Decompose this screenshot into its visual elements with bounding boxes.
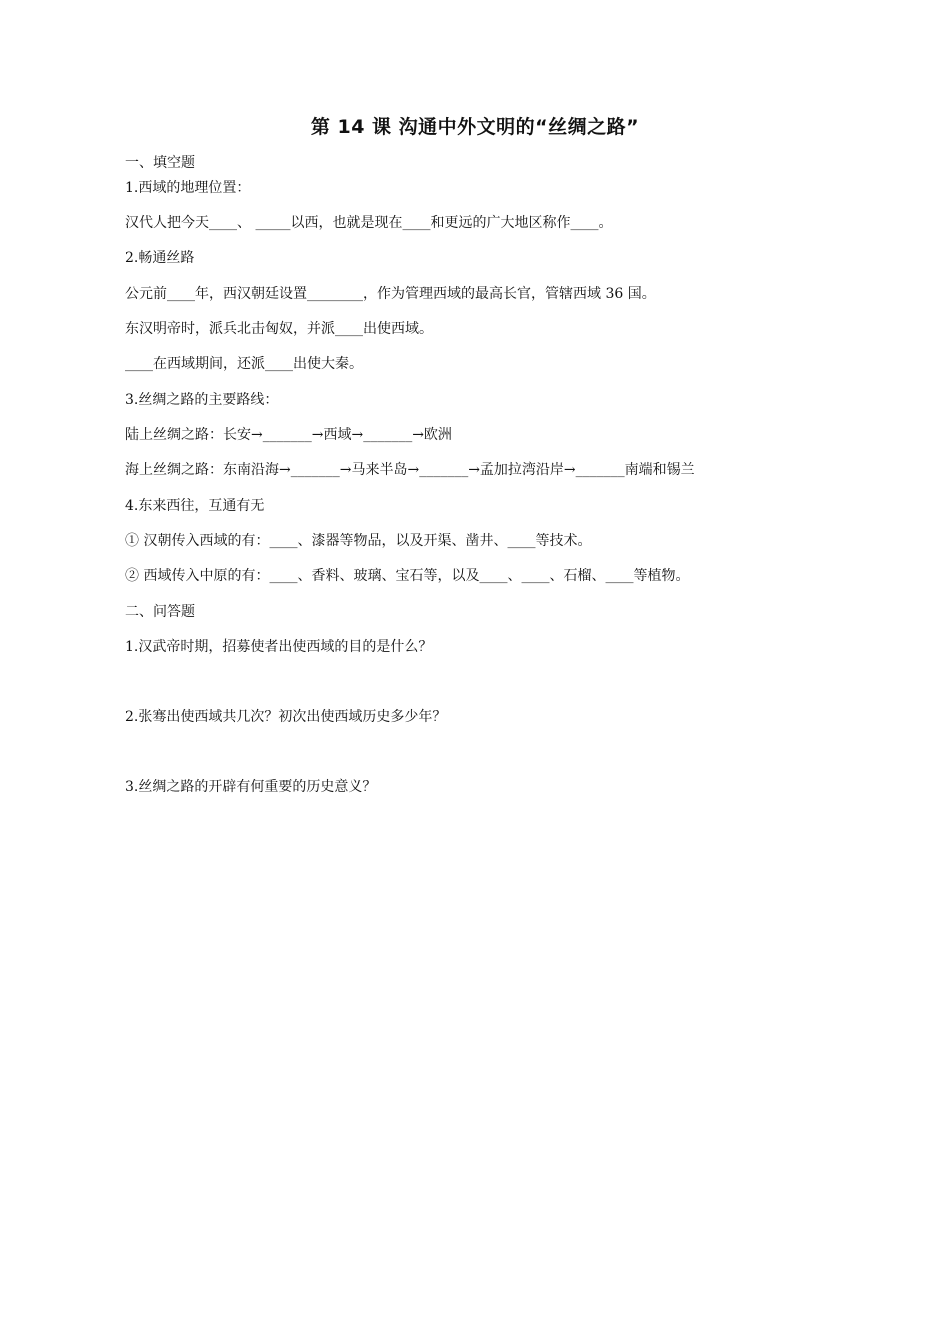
question-4-heading: 4.东来西往，互通有无 (125, 498, 265, 514)
document-title: 第 14 课 沟通中外文明的“丝绸之路” (310, 116, 640, 138)
qa-question-3: 3.丝绸之路的开辟有何重要的历史意义？ (125, 779, 377, 795)
qa-question-2: 2.张骞出使西域共几次？初次出使西域历史多少年？ (125, 709, 447, 725)
question-3-heading: 3.丝绸之路的主要路线： (125, 392, 279, 408)
question-3-land-route: 陆上丝绸之路：长安→_______→西域→_______→欧洲 (125, 427, 452, 443)
question-1-heading: 1.西域的地理位置： (125, 180, 251, 196)
section-qa-heading: 二、问答题 (125, 604, 195, 620)
question-4-item-2: ② 西域传入中原的有：____、香料、玻璃、宝石等，以及____、____、石榴、____等植物。 (125, 568, 690, 584)
question-1-text: 汉代人把今天____、 _____以西，也就是现在____和更远的广大地区称作____。 (125, 215, 613, 231)
question-2-line-3: ____在西域期间，还派____出使大秦。 (125, 356, 363, 372)
question-2-line-1: 公元前____年，西汉朝廷设置________，作为管理西域的最高长官，管辖西域 36 国。 (125, 286, 656, 302)
question-2-heading: 2.畅通丝路 (125, 250, 195, 266)
question-4-item-1: ① 汉朝传入西域的有：____、漆器等物品，以及开渠、凿井、____等技术。 (125, 533, 592, 549)
question-3-sea-route: 海上丝绸之路：东南沿海→_______→马来半岛→_______→孟加拉湾沿岸→_______南端和锡兰 (125, 462, 695, 478)
section-fill-in-heading: 一、填空题 (125, 155, 195, 171)
qa-question-1: 1.汉武帝时期，招募使者出使西域的目的是什么？ (125, 639, 433, 655)
question-2-line-2: 东汉明帝时，派兵北击匈奴，并派____出使西域。 (125, 321, 433, 337)
